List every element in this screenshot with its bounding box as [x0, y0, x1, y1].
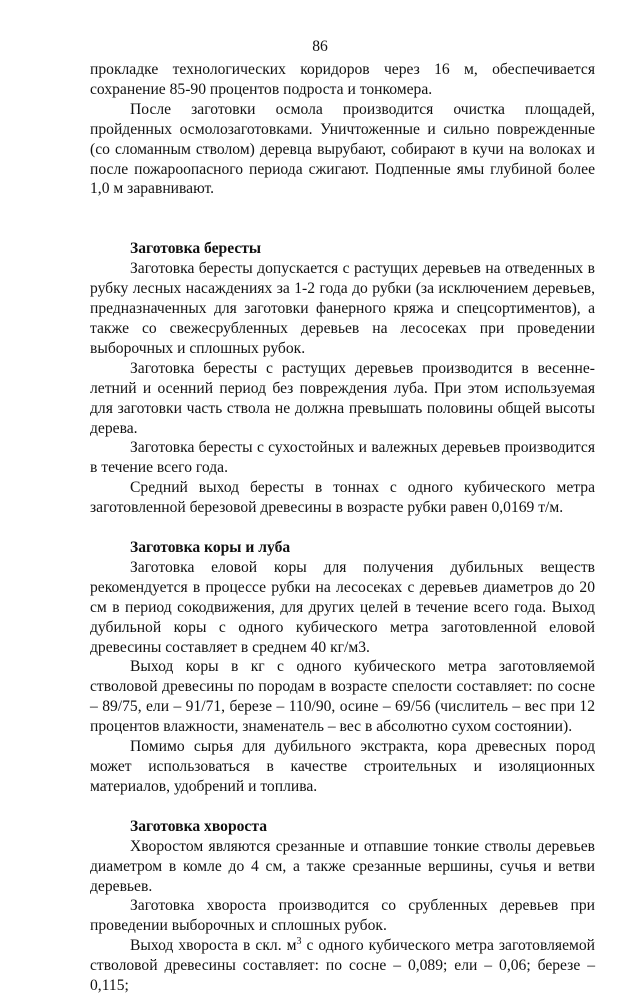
birch-bark-paragraph-4: Средний выход бересты в тоннах с одного кубического метра заготовленной березовой древесины в возрасте рубки равен 0,0169 т/м. [90, 479, 595, 517]
brushwood-paragraph-3 [90, 936, 595, 996]
cubic-superscript: 3 [296, 936, 302, 948]
page-content [90, 60, 595, 996]
birch-bark-paragraph-2: Заготовка бересты с растущих деревьев производится в весенне-летний и осенний период без повреждения луба. При этом используемая для заготовки часть ствола не должна превышать половины общей высоты дерева. [90, 359, 595, 437]
intro-paragraph-2: После заготовки осмола производится очистка площадей, пройденных осмолозаготовками. Уничтоженные и сильно поврежденные (со сломанным стволом) деревца вырубают, собирают в кучи на волоках и после пожароопасного периода сжигают. Подпенные ямы глубиной более 1,0 м заравнивают. [90, 100, 595, 198]
section-heading-birch-bark: Заготовка бересты [130, 240, 262, 258]
birch-bark-paragraph-1: Заготовка бересты допускается с растущих деревьев на отведенных в рубку лесных насаждениях за 1-2 года до рубки (за исключением деревьев, предназначенных для заготовки фанерного кряжа и спецсортиментов), а также со свежесрубленных деревьев на лесосеках при проведении выборочных и сплошных рубок. [90, 260, 595, 357]
spacer [90, 797, 595, 817]
intro-paragraph-1: прокладке технологических коридоров через 16 м, обеспечивается сохранение 85-90 процентов подроста и тонкомера. [90, 61, 595, 98]
brushwood-paragraph-3-start: Выход хвороста в скл. м [130, 937, 297, 955]
spacer [90, 199, 595, 219]
brushwood-paragraph-3-end: с одного кубического метра заготовляемой стволовой древесины составляет: по сосне – 0,089; ели – 0,06; березе – 0,115; [90, 937, 595, 995]
spacer [90, 219, 595, 239]
section-heading-bark-bast: Заготовка коры и луба [130, 539, 291, 557]
brushwood-paragraph-2: Заготовка хвороста производится со срубленных деревьев при проведении выборочных и сплошных рубок. [90, 897, 595, 935]
bark-bast-paragraph-1: Заготовка еловой коры для получения дубильных веществ рекомендуется в процессе рубки на лесосеках с деревьев диаметров до 20 см в период сокодвижения, для других целей в течение всего года. Выход дубильной коры с одного кубического метра заготовленной еловой древесины составляет в среднем 40 кг/м3. [90, 558, 595, 656]
bark-bast-paragraph-2: Выход коры в кг с одного кубического метра заготовляемой стволовой древесины по породам в возрасте спелости составляет: по сосне – 89/75, ели – 91/71, березе – 110/90, осине – 69/56 (числитель – вес при 12 процентов влажности, знаменатель – вес в абсолютно сухом состоянии). [90, 658, 595, 736]
page-number: 86 [312, 38, 328, 55]
birch-bark-paragraph-3: Заготовка бересты с сухостойных и валежных деревьев производится в течение всего года. [90, 439, 595, 477]
spacer [90, 518, 595, 538]
bark-bast-paragraph-3: Помимо сырья для дубильного экстракта, кора древесных пород может использоваться в качестве строительных и изоляционных материалов, удобрений и топлива. [90, 738, 595, 795]
brushwood-paragraph-1: Хворостом являются срезанные и отпавшие тонкие стволы деревьев диаметром в комле до 4 см, а также срезанные вершины, сучья и ветви деревьев. [90, 837, 595, 895]
section-heading-brushwood: Заготовка хвороста [130, 817, 267, 835]
